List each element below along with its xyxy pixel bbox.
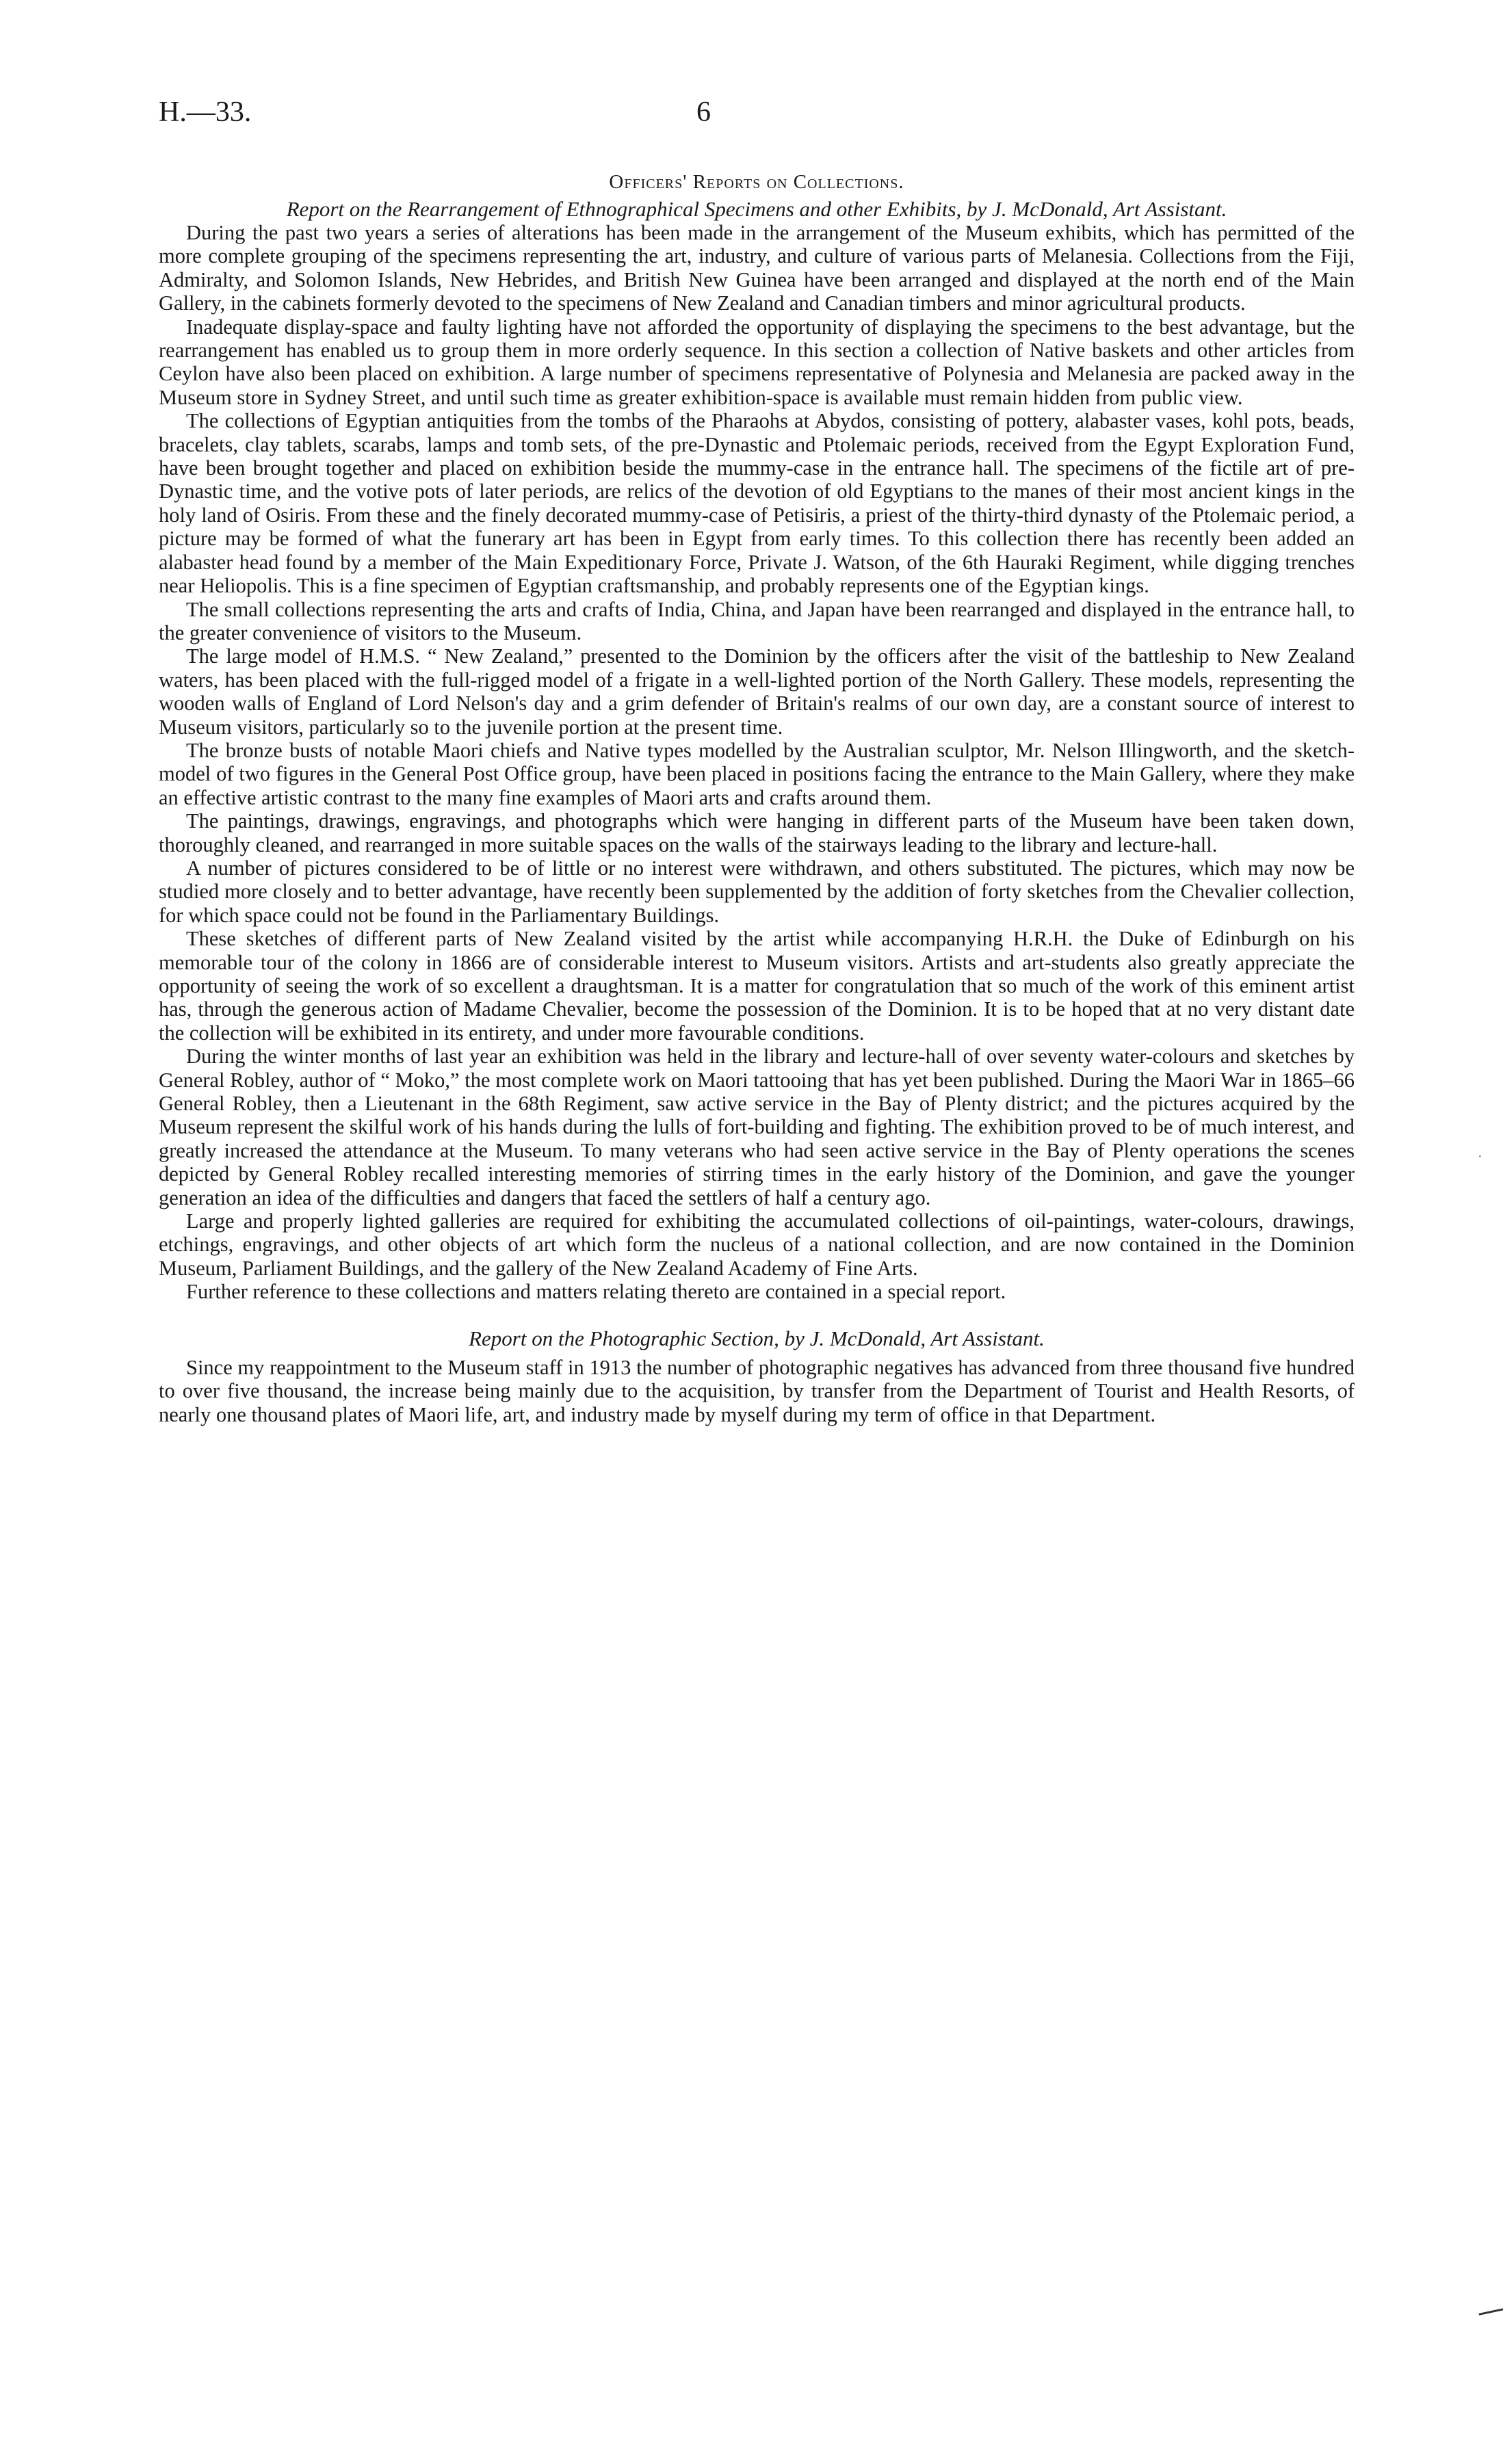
paragraph: Large and properly lighted galleries are required for exhibiting the accumulated collections of oil-paintings, water-colours, drawings, etchings, engravings, and other objects of art which form the nucleus of a national collection, and are now contained in the Dominion Museum, Parliament Buildings, and the gallery of the New Zealand Academy of Fine Arts. xyxy=(159,1209,1355,1280)
paragraph: During the winter months of last year an exhibition was held in the library and lecture-hall of over seventy water-colours and sketches by General Robley, author of “ Moko,” the most complete work on Maori tattooing that has yet been published. During the Maori War in 1865–66 General Robley, then a Lieutenant in the 68th Regiment, saw active service in the Bay of Plenty district; and the pictures acquired by the Museum represent the skilful work of his hands during the lulls of fort-building and fighting. The exhibition proved to be of much interest, and greatly increased the attendance at the Museum. To many veterans who had seen active service in the Bay of Plenty operations the scenes depicted by General Robley recalled interesting memories of stirring times in the early history of the Dominion, and gave the younger generation an idea of the difficulties and dangers that faced the settlers of half a century ago. xyxy=(159,1045,1355,1209)
paragraph: The paintings, drawings, engravings, and photographs which were hanging in different parts of the Museum have been taken down, thoroughly cleaned, and rearranged in more suitable spaces on the walls of the stairways leading to the library and lecture-hall. xyxy=(159,809,1355,856)
paragraph: These sketches of different parts of New Zealand visited by the artist while accompanying H.R.H. the Duke of Edinburgh on his memorable tour of the colony in 1866 are of considerable interest to Museum visitors. Artists and art-students also greatly appreciate the opportunity of seeing the work of so excellent a draughtsman. It is a matter for congratulation that so much of the work of this eminent artist has, through the generous action of Madame Chevalier, become the possession of the Dominion. It is to be hoped that at no very distant date the collection will be exhibited in its entirety, and under more favourable conditions. xyxy=(159,927,1355,1045)
page-number: 6 xyxy=(696,96,711,128)
document-page xyxy=(159,96,1355,1426)
paragraph: During the past two years a series of alterations has been made in the arrangement of the Museum exhibits, which has permitted of the more complete grouping of the specimens representing the art, industry, and culture of various parts of Melanesia. Collections from the Fiji, Admiralty, and Solomon Islands, New Hebrides, and British New Guinea have been arranged and displayed at the north end of the Main Gallery, in the cabinets formerly devoted to the specimens of New Zealand and Canadian timbers and minor agricultural products. xyxy=(159,221,1355,315)
report-title-photographic: Report on the Photographic Section, by J. McDonald, Art Assistant. xyxy=(469,1326,1045,1350)
paragraph: Inadequate display-space and faulty lighting have not afforded the opportunity of displaying the specimens to the best advantage, but the rearrangement has enabled us to group them in more orderly sequence. In this section a collection of Native baskets and other articles from Ceylon have also been placed on exhibition. A large number of specimens representative of Polynesia and Melanesia are packed away in the Museum store in Sydney Street, and until such time as greater exhibition-space is available must remain hidden from public view. xyxy=(159,315,1355,409)
document-reference: H.—33. xyxy=(159,96,252,128)
paragraph: The collections of Egyptian antiquities from the tombs of the Pharaohs at Abydos, consisting of pottery, alabaster vases, kohl pots, beads, bracelets, clay tablets, scarabs, lamps and tomb sets, of the pre-Dynastic and Ptolemaic periods, received from the Egypt Exploration Fund, have been brought together and placed on exhibition beside the mummy-case in the entrance hall. The specimens of the fictile art of pre-Dynastic time, and the votive pots of later periods, are relics of the devotion of old Egyptians to the manes of their most ancient kings in the holy land of Osiris. From these and the finely decorated mummy-case of Petisiris, a priest of the thirty-third dynasty of the Ptolemaic period, a picture may be formed of what the funerary art has been in Egypt from early times. To this collection there has recently been added an alabaster head found by a member of the Main Expeditionary Force, Private J. Watson, of the 6th Hauraki Regiment, while digging trenches near Heliopolis. This is a fine specimen of Egyptian craftsmanship, and probably represents one of the Egyptian kings. xyxy=(159,409,1355,598)
report-body-photographic xyxy=(159,1356,1355,1426)
paragraph: A number of pictures considered to be of little or no interest were withdrawn, and others substituted. The pictures, which may now be studied more closely and to better advantage, have recently been supplemented by the addition of forty sketches from the Chevalier collection, for which space could not be found in the Parliamentary Buildings. xyxy=(159,856,1355,927)
section-title: Officers' Reports on Collections. xyxy=(609,171,904,193)
paragraph: The bronze busts of notable Maori chiefs and Native types modelled by the Australian sculptor, Mr. Nelson Illingworth, and the sketch-model of two figures in the General Post Office group, have been placed in positions facing the entrance to the Main Gallery, where they make an effective artistic contrast to the many fine examples of Maori arts and crafts around them. xyxy=(159,738,1355,809)
page-header xyxy=(159,96,1355,144)
paragraph: The small collections representing the arts and crafts of India, China, and Japan have been rearranged and displayed in the entrance hall, to the greater convenience of visitors to the Museum. xyxy=(159,597,1355,644)
margin-pencil-mark xyxy=(1478,2308,1503,2319)
paragraph: Further reference to these collections and matters relating thereto are contained in a special report. xyxy=(186,1280,1006,1304)
report-title-rearrangement: Report on the Rearrangement of Ethnographical Specimens and other Exhibits, by J. McDonald, Art Assistant. xyxy=(286,197,1227,221)
paragraph: Since my reappointment to the Museum staff in 1913 the number of photographic negatives has advanced from three thousand five hundred to over five thousand, the increase being mainly due to the acquisition, by transfer from the Department of Tourist and Health Resorts, of nearly one thousand plates of Maori life, art, and industry made by myself during my term of office in that Department. xyxy=(159,1355,1355,1426)
margin-dot: · xyxy=(1478,1149,1482,1164)
report-body-rearrangement xyxy=(159,221,1355,1304)
paragraph: The large model of H.M.S. “ New Zealand,” presented to the Dominion by the officers after the visit of the battleship to New Zealand waters, has been placed with the full-rigged model of a frigate in a well-lighted portion of the North Gallery. These models, representing the wooden walls of England of Lord Nelson's day and a grim defender of Britain's realms of our own day, are a constant source of interest to Museum visitors, particularly so to the juvenile portion at the present time. xyxy=(159,644,1355,739)
